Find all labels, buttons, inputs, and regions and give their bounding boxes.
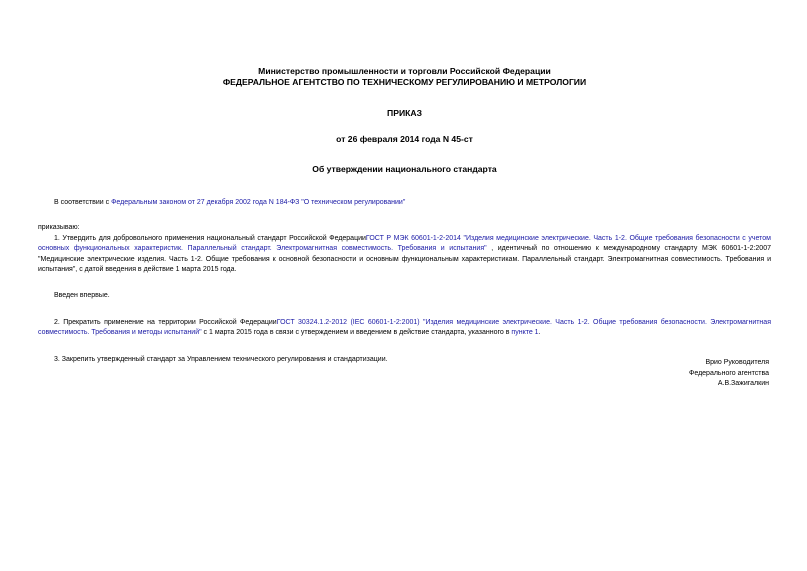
document-date-number: от 26 февраля 2014 года N 45-ст	[336, 134, 473, 144]
signature-organization: Федерального агентства	[689, 369, 769, 377]
preamble-paragraph	[38, 198, 771, 208]
document-body	[38, 66, 771, 365]
gost-r-iec-60601-1-2-2014-link[interactable]: ГОСТ Р МЭК 60601-1-2-2014 "Изделия медицинские электрические. Часть 1-2. Общие требования безопасности с учетом основных функциональных характеристик. Параллельный стандарт. Электромагнитная совместимость. Требования и испытания"	[38, 234, 771, 253]
signature-name: А.В.Зажигалкин	[717, 380, 769, 388]
introduced-first-note: Введен впервые.	[54, 292, 110, 300]
orders-word: приказываю:	[38, 224, 80, 232]
item-2-text-c: .	[538, 329, 541, 337]
document-type: ПРИКАЗ	[387, 108, 422, 118]
item-2-paragraph	[38, 318, 771, 339]
item-1-text-a: 1. Утвердить для добровольного применения национальный стандарт Российской Федерации	[54, 234, 366, 242]
document-subject: Об утверждении национального стандарта	[312, 164, 497, 174]
item-1-text-b: , идентичный по отношению к международному стандарту МЭК 60601-1-2:2007 "Медицинские электрические изделия. Часть 1-2. Общие требования к основной безопасности и основным функциональным характеристикам. Параллельный стандарт. Электромагнитная совместимость. Требования и испытания", с датой введения в действие 1 марта 2015 года.	[38, 245, 771, 274]
gost-30324-1-2-2012-link[interactable]: ГОСТ 30324.1.2-2012 (IEC 60601-1-2:2001) "Изделия медицинские электрические. Часть 1-2. Общие требования безопасности. Электромагнитная совместимость. Требования и методы испытаний"	[38, 318, 771, 337]
signature-block	[689, 358, 769, 390]
signature-position: Врио Руководителя	[705, 359, 769, 366]
paragraph-1-link[interactable]: пункте 1	[511, 329, 539, 337]
federal-law-link[interactable]: Федеральным законом от 27 декабря 2002 года N 184-ФЗ "О техническом регулировании"	[111, 199, 406, 206]
item-2-text-a: 2. Прекратить применение на территории Российской Федерации	[54, 318, 277, 326]
item-2-text-b: с 1 марта 2015 года в связи с утверждением и введением в действие стандарта, указанного в	[201, 329, 512, 337]
item-3-paragraph: 3. Закрепить утвержденный стандарт за Управлением технического регулирования и стандартизации.	[54, 355, 388, 363]
item-1-paragraph	[38, 234, 771, 276]
ministry-name: Министерство промышленности и торговли Российской Федерации	[258, 66, 551, 76]
agency-name: ФЕДЕРАЛЬНОЕ АГЕНТСТВО ПО ТЕХНИЧЕСКОМУ РЕГУЛИРОВАНИЮ И МЕТРОЛОГИИ	[222, 77, 587, 87]
preamble-text: В соответствии с	[54, 199, 112, 206]
